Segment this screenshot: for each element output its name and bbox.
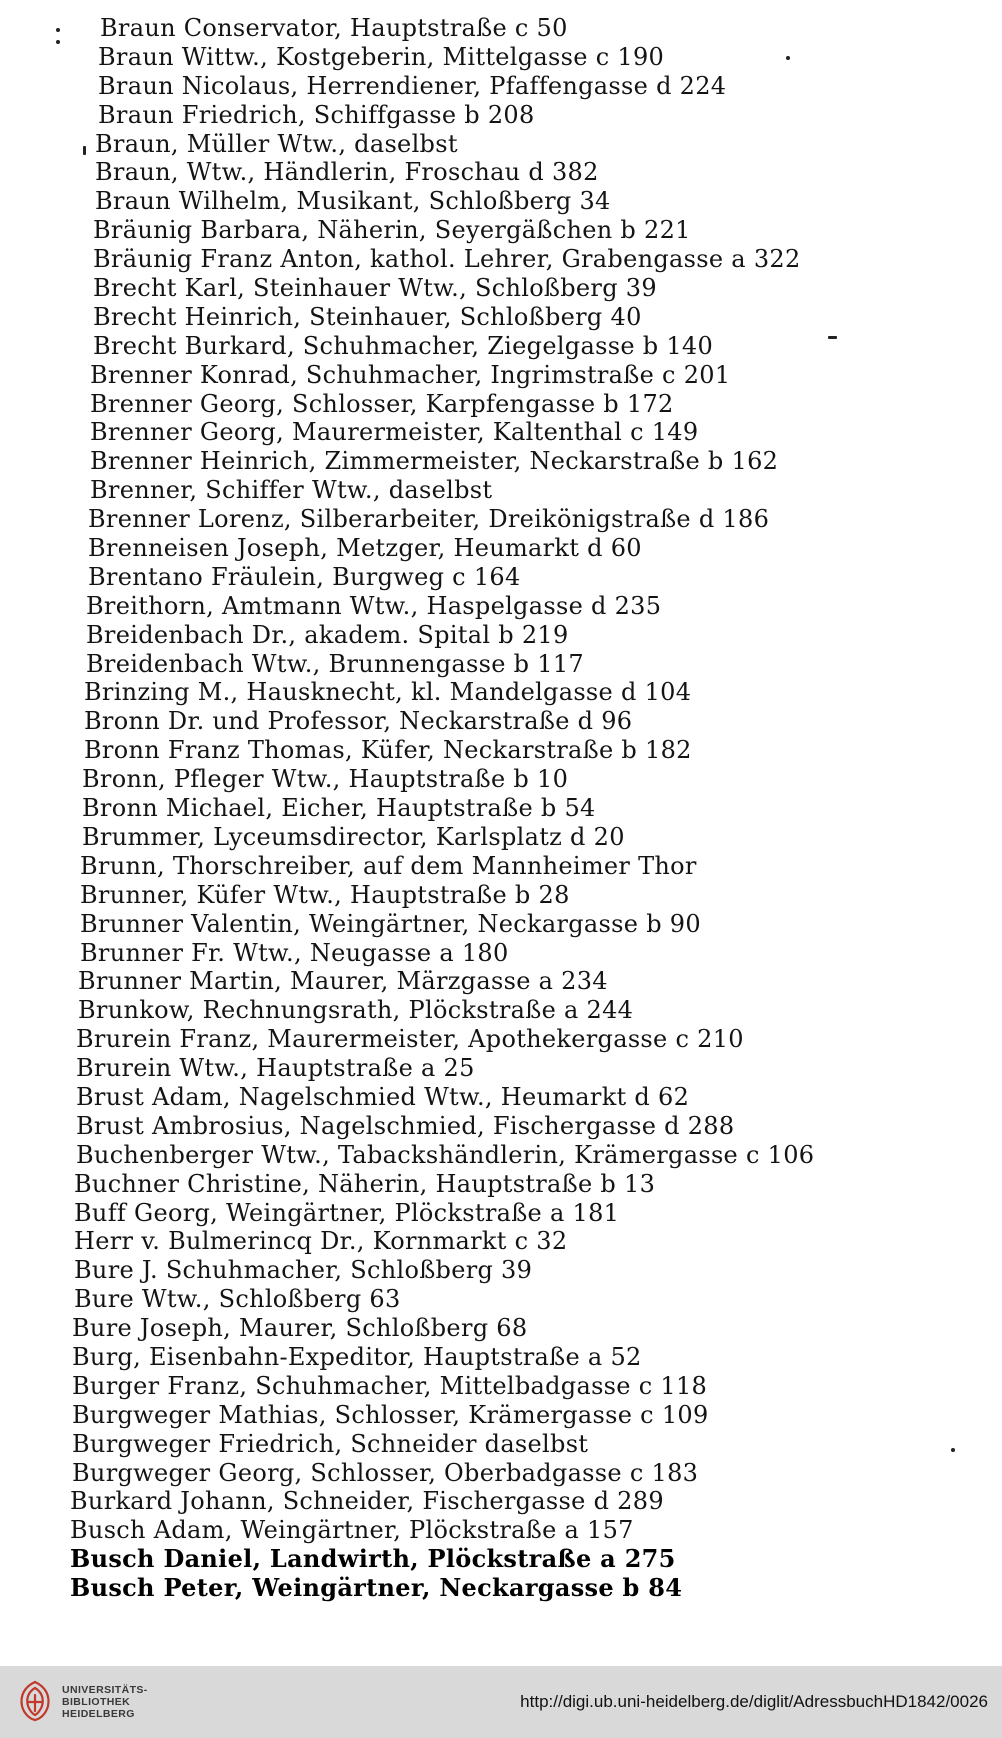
directory-entry: Buchner Christine, Näherin, Hauptstraße b 13 bbox=[74, 1169, 656, 1198]
directory-entry: Brenner Heinrich, Zimmermeister, Neckarstraße b 162 bbox=[90, 447, 779, 476]
margin-mark bbox=[786, 56, 790, 60]
directory-entry: Brurein Wtw., Hauptstraße a 25 bbox=[76, 1054, 475, 1083]
directory-entry: Burg, Eisenbahn-Expeditor, Hauptstraße a 52 bbox=[72, 1342, 642, 1371]
directory-entry: Brunner Fr. Wtw., Neugasse a 180 bbox=[80, 938, 509, 967]
digitization-url-link[interactable]: http://digi.ub.uni-heidelberg.de/diglit/AdressbuchHD1842/0026 bbox=[520, 1692, 988, 1711]
university-seal-icon bbox=[12, 1678, 58, 1724]
directory-entry: Braun, Müller Wtw., daselbst bbox=[95, 129, 458, 158]
margin-mark bbox=[951, 1448, 955, 1452]
library-name bbox=[62, 1684, 148, 1720]
directory-entry: Brust Adam, Nagelschmied Wtw., Heumarkt d 62 bbox=[76, 1082, 690, 1111]
directory-entry: Burger Franz, Schuhmacher, Mittelbadgasse c 118 bbox=[72, 1371, 708, 1400]
library-name-line: HEIDELBERG bbox=[62, 1708, 135, 1720]
directory-entry: Bronn, Pfleger Wtw., Hauptstraße b 10 bbox=[82, 765, 569, 794]
directory-entry: Braun Wilhelm, Musikant, Schloßberg 34 bbox=[95, 187, 611, 216]
directory-entry: Busch Daniel, Landwirth, Plöckstraße a 275 bbox=[70, 1544, 676, 1574]
directory-entry: Breidenbach Wtw., Brunnengasse b 117 bbox=[86, 649, 584, 678]
directory-entry: Breithorn, Amtmann Wtw., Haspelgasse d 235 bbox=[86, 591, 662, 620]
directory-entry: Bure J. Schuhmacher, Schloßberg 39 bbox=[74, 1256, 533, 1285]
directory-entry: Brunner Martin, Maurer, Märzgasse a 234 bbox=[78, 967, 608, 996]
directory-entry: Braun, Wtw., Händlerin, Froschau d 382 bbox=[95, 158, 599, 187]
directory-entry: Brenneisen Joseph, Metzger, Heumarkt d 60 bbox=[88, 534, 642, 563]
directory-entry: Burgweger Mathias, Schlosser, Krämergasse c 109 bbox=[72, 1400, 709, 1429]
directory-entry: Bräunig Barbara, Näherin, Seyergäßchen b 221 bbox=[93, 216, 691, 245]
margin-mark bbox=[56, 28, 60, 32]
margin-mark bbox=[83, 146, 86, 155]
directory-entry: Brenner Konrad, Schuhmacher, Ingrimstraße c 201 bbox=[90, 360, 731, 389]
directory-entry: Breidenbach Dr., akadem. Spital b 219 bbox=[86, 620, 569, 649]
directory-entry: Bronn Dr. und Professor, Neckarstraße d 96 bbox=[84, 707, 633, 736]
directory-entry: Brecht Karl, Steinhauer Wtw., Schloßberg 39 bbox=[93, 274, 657, 303]
directory-entry: Brenner Georg, Schlosser, Karpfengasse b 172 bbox=[90, 389, 674, 418]
margin-mark bbox=[56, 40, 60, 44]
directory-entry: Bronn Michael, Eicher, Hauptstraße b 54 bbox=[82, 794, 596, 823]
library-name-line: BIBLIOTHEK bbox=[62, 1696, 131, 1708]
digitization-footer bbox=[0, 1666, 1002, 1738]
library-name-line: UNIVERSITÄTS- bbox=[62, 1684, 148, 1696]
directory-entry: Bure Joseph, Maurer, Schloßberg 68 bbox=[72, 1314, 528, 1343]
directory-entry: Brunn, Thorschreiber, auf dem Mannheimer Thor bbox=[80, 851, 697, 880]
directory-entry: Brust Ambrosius, Nagelschmied, Fischergasse d 288 bbox=[76, 1111, 735, 1140]
directory-entry: Bure Wtw., Schloßberg 63 bbox=[74, 1285, 401, 1314]
directory-entry: Brenner Lorenz, Silberarbeiter, Dreikönigstraße d 186 bbox=[88, 505, 770, 534]
directory-entry: Brunner, Küfer Wtw., Hauptstraße b 28 bbox=[80, 880, 570, 909]
directory-entry: Burkard Johann, Schneider, Fischergasse d 289 bbox=[70, 1487, 664, 1516]
directory-entry: Brunkow, Rechnungsrath, Plöckstraße a 244 bbox=[78, 996, 634, 1025]
directory-entries bbox=[0, 14, 1002, 1603]
directory-entry: Braun Nicolaus, Herrendiener, Pfaffengasse d 224 bbox=[98, 71, 727, 100]
margin-mark bbox=[828, 336, 837, 339]
directory-entry: Brecht Heinrich, Steinhauer, Schloßberg 40 bbox=[93, 302, 642, 331]
directory-entry: Burgweger Georg, Schlosser, Oberbadgasse c 183 bbox=[72, 1458, 699, 1487]
directory-entry: Braun Conservator, Hauptstraße c 50 bbox=[100, 14, 568, 42]
directory-entry: Burgweger Friedrich, Schneider daselbst bbox=[72, 1429, 589, 1458]
directory-entry: Bronn Franz Thomas, Küfer, Neckarstraße b 182 bbox=[84, 736, 692, 765]
directory-entry: Braun Friedrich, Schiffgasse b 208 bbox=[98, 100, 535, 129]
directory-entry: Herr v. Bulmerincq Dr., Kornmarkt c 32 bbox=[74, 1227, 568, 1256]
directory-entry: Brurein Franz, Maurermeister, Apothekergasse c 210 bbox=[76, 1025, 744, 1054]
directory-entry: Bräunig Franz Anton, kathol. Lehrer, Grabengasse a 322 bbox=[93, 245, 801, 274]
directory-entry: Brummer, Lyceumsdirector, Karlsplatz d 20 bbox=[82, 822, 625, 851]
directory-entry: Brecht Burkard, Schuhmacher, Ziegelgasse b 140 bbox=[93, 331, 714, 360]
directory-entry: Brentano Fräulein, Burgweg c 164 bbox=[88, 562, 521, 591]
directory-entry: Brenner, Schiffer Wtw., daselbst bbox=[90, 476, 493, 505]
directory-entry: Busch Adam, Weingärtner, Plöckstraße a 157 bbox=[70, 1516, 634, 1545]
directory-entry: Braun Wittw., Kostgeberin, Mittelgasse c 190 bbox=[98, 42, 665, 71]
directory-entry: Brinzing M., Hausknecht, kl. Mandelgasse d 104 bbox=[84, 678, 692, 707]
directory-entry: Buchenberger Wtw., Tabackshändlerin, Krämergasse c 106 bbox=[76, 1140, 815, 1169]
directory-entry: Buff Georg, Weingärtner, Plöckstraße a 181 bbox=[74, 1198, 620, 1227]
directory-entry: Brenner Georg, Maurermeister, Kaltenthal c 149 bbox=[90, 418, 699, 447]
directory-entry: Brunner Valentin, Weingärtner, Neckargasse b 90 bbox=[80, 909, 701, 938]
directory-entry: Busch Peter, Weingärtner, Neckargasse b 84 bbox=[70, 1573, 683, 1603]
